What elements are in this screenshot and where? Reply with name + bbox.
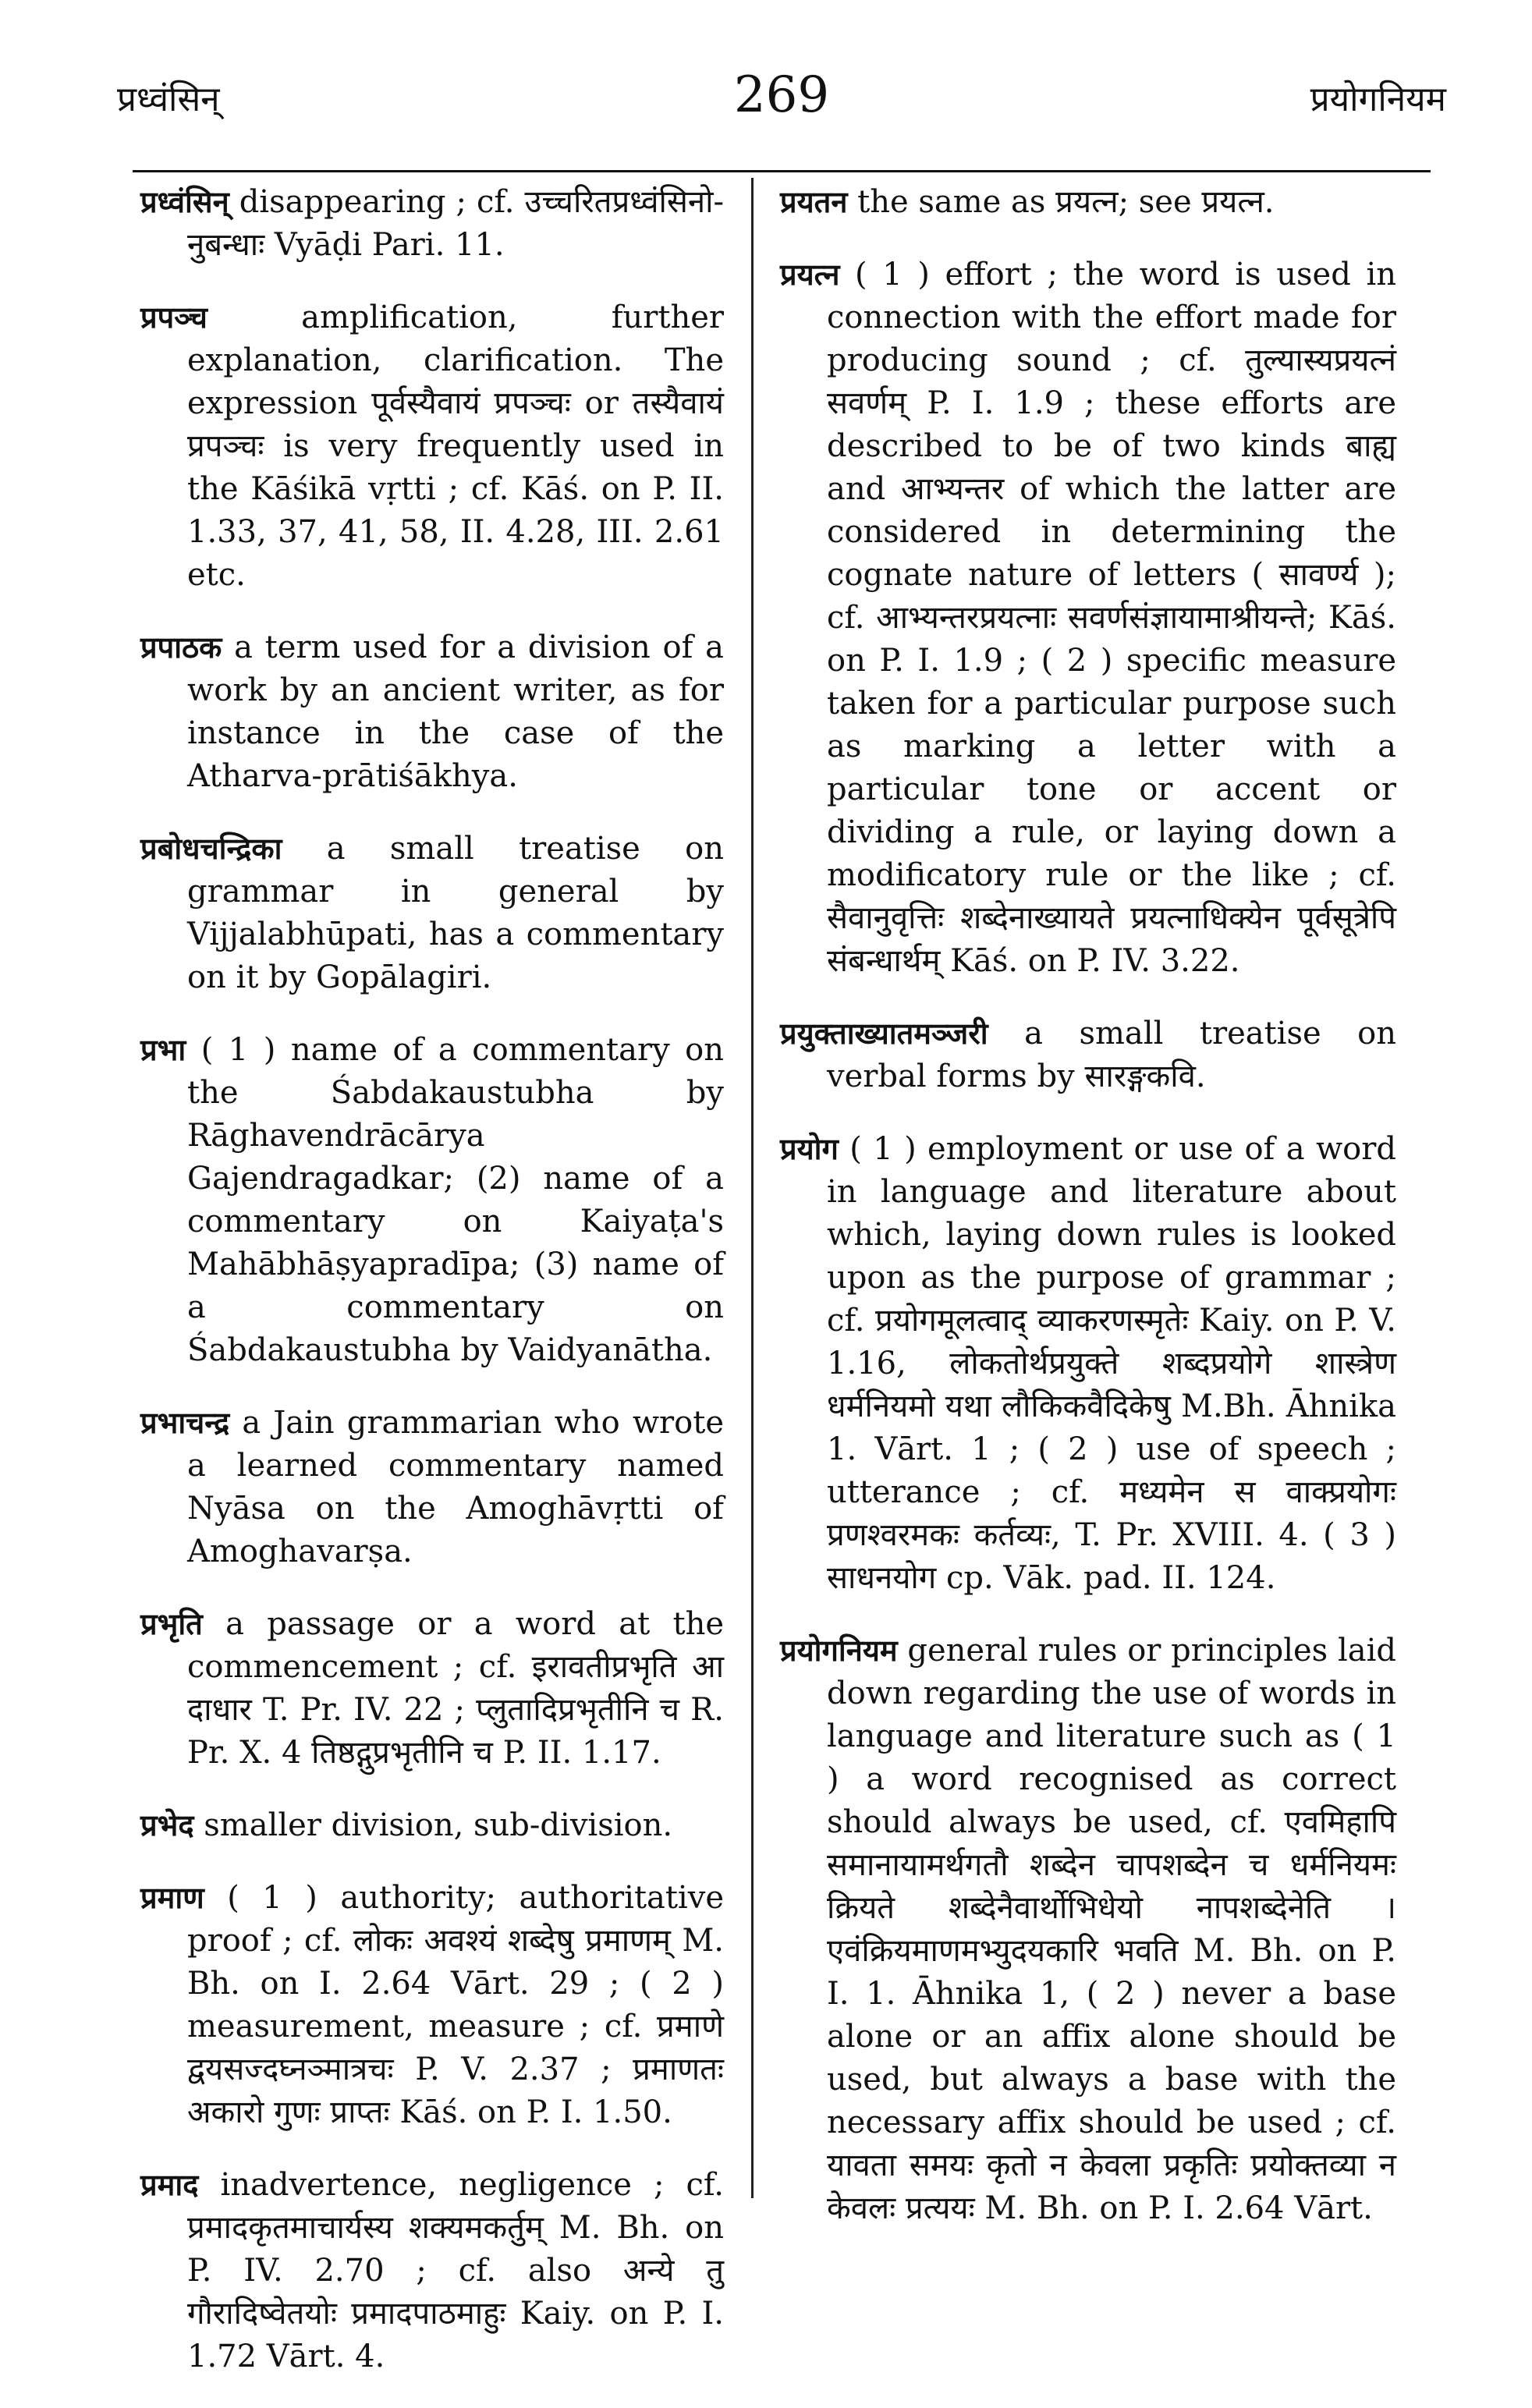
right-column xyxy=(780,181,1396,2260)
entry-text: disappearing ; cf. उच्चरितप्रध्वंसिनो-नुबन्धाः Vyāḍi Pari. 11. xyxy=(187,184,724,263)
left-column xyxy=(140,181,724,2408)
entry-headword: प्रध्वंसिन् xyxy=(140,185,229,219)
entry-headword: प्रयत्न xyxy=(780,257,840,292)
entry-headword: प्रबोधचन्द्रिका xyxy=(140,832,282,866)
dictionary-entry xyxy=(140,1603,724,1775)
entry-text: a small treatise on grammar in general by Vijjalabhūpati, has a commentary on it by Gopālagiri. xyxy=(187,831,724,995)
header-right-word: प्रयोगनियम xyxy=(1310,80,1446,119)
entry-text: ( 1 ) name of a commentary on the Śabdakaustubha by Rāghavendrācārya Gajendragadkar; (2) name of a commentary on Kaiyaṭa's Mahābhāṣyapradīpa; (3) name of a commentary on Śabdakaustubha by Vaidyanātha. xyxy=(187,1032,724,1368)
page-header xyxy=(117,66,1446,152)
entry-headword: प्रपञ्च xyxy=(140,300,207,335)
entry-headword: प्रयतन xyxy=(780,185,848,219)
entry-text: a passage or a word at the commencement ; cf. इरावतीप्रभृति आ दाधार T. Pr. IV. 22 ; प्लुतादिप्रभृतीनि च R. Pr. X. 4 तिष्ठद्गुप्रभृतीनि च P. II. 1.17. xyxy=(187,1606,725,1771)
dictionary-entry xyxy=(780,254,1396,983)
dictionary-entry xyxy=(140,1029,724,1372)
entry-headword: प्रयुक्ताख्यातमञ्जरी xyxy=(780,1016,988,1051)
dictionary-entry xyxy=(140,1402,724,1573)
entry-headword: प्रभाचन्द्र xyxy=(140,1406,230,1440)
entry-text: ( 1 ) effort ; the word is used in connection with the effort made for producing sound ; cf. तुल्यास्यप्रयत्नं सवर्णम् P. I. 1.9 ; these efforts are described to be of two kinds बाह्य and आभ्यन्तर of which the latter are considered in determining the cognate nature of letters ( सावर्ण्य ); cf. आभ्यन्तरप्रयत्नाः सवर्णसंज्ञायामाश्रीयन्ते; Kāś. on P. I. 1.9 ; ( 2 ) specific measure taken for a particular purpose such as marking a letter with a particular tone or accent or dividing a rule, or laying down a modificatory rule or the like ; cf. सैवानुवृत्तिः शब्देनाख्यायते प्रयत्नाधिक्येन पूर्वसूत्रेपि संबन्धार्थम् Kāś. on P. IV. 3.22. xyxy=(827,257,1396,979)
entry-headword: प्रभेद xyxy=(140,1808,194,1842)
dictionary-entry xyxy=(780,181,1396,224)
entry-text: ( 1 ) employment or use of a word in language and literature about which, laying down rules is looked upon as the purpose of grammar ; cf. प्रयोगमूलत्वाद् व्याकरणस्मृतेः Kaiy. on P. V. 1.16, लोकतोर्थप्रयुक्ते शब्दप्रयोगे शास्त्रेण धर्मनियमो यथा लौकिकवैदिकेषु M.Bh. Āhnika 1. Vārt. 1 ; ( 2 ) use of speech ; utterance ; cf. मध्यमेन स वाक्प्रयोगः प्रणश्वरमकः कर्तव्यः, T. Pr. XVIII. 4. ( 3 ) साधनयोग cp. Vāk. pad. II. 124. xyxy=(827,1131,1396,1596)
entry-text: ( 1 ) authority; authoritative proof ; cf. लोकः अवश्यं शब्देषु प्रमाणम् M. Bh. on I. 2.64 Vārt. 29 ; ( 2 ) measurement, measure ; cf. प्रमाणे द्वयसज्दघ्नञ्मात्रचः P. V. 2.37 ; प्रमाणतः अकारो गुणः प्राप्तः Kāś. on P. I. 1.50. xyxy=(187,1880,724,2130)
entry-text: the same as प्रयत्न; see प्रयत्न. xyxy=(857,184,1275,220)
entry-text: smaller division, sub-division. xyxy=(204,1807,673,1843)
entry-headword: प्रमाद xyxy=(140,2168,199,2202)
dictionary-entry xyxy=(780,1128,1396,1600)
entry-text: a Jain grammarian who wrote a learned commentary named Nyāsa on the Amoghāvṛtti of Amoghavarṣa. xyxy=(187,1405,725,1569)
dictionary-entry xyxy=(140,1877,724,2134)
entry-text: a term used for a division of a work by an ancient writer, as for instance in the case of the Atharva-prātiśākhya. xyxy=(187,629,724,794)
entry-headword: प्रयोगनियम xyxy=(780,1633,898,1668)
entry-text: amplification, further explanation, clarification. The expression पूर्वस्यैवायं प्रपञ्चः or तस्यैवायं प्रपञ्चः is very frequently used in the Kāśikā vṛtti ; cf. Kāś. on P. II. 1.33, 37, 41, 58, II. 4.28, III. 2.61 etc. xyxy=(187,300,725,593)
entry-headword: प्रमाण xyxy=(140,1881,204,1915)
dictionary-entry xyxy=(140,2164,724,2378)
dictionary-entry xyxy=(140,181,724,267)
column-divider xyxy=(751,178,754,2198)
entry-headword: प्रपाठक xyxy=(140,630,222,665)
entry-text: a small treatise on verbal forms by सारङ्गकवि. xyxy=(827,1016,1396,1094)
page-number: 269 xyxy=(733,66,830,124)
entry-text: inadvertence, negligence ; cf. प्रमादकृतमाचार्यस्य शक्यमकर्तुम् M. Bh. on P. IV. 2.70 ; cf. also अन्ये तु गौरादिष्वेतयोः प्रमादपाठमाहुः Kaiy. on P. I. 1.72 Vārt. 4. xyxy=(187,2167,724,2374)
dictionary-entry xyxy=(140,1804,724,1847)
entry-headword: प्रभा xyxy=(140,1033,186,1067)
header-rule xyxy=(133,170,1431,172)
entry-headword: प्रयोग xyxy=(780,1132,839,1166)
entry-text: general rules or principles laid down regarding the use of words in language and literature such as ( 1 ) a word recognised as correct should always be used, cf. एवमिहापि समानायामर्थगतौ शब्देन चापशब्देन च धर्मनियमः क्रियते शब्देनैवार्थोभिधेयो नापशब्देनेति । एवंक्रियमाणमभ्युदयकारि भवति M. Bh. on P. I. 1. Āhnika 1, ( 2 ) never a base alone or an affix alone should be used, but always a base with the necessary affix should be used ; cf. यावता समयः कृतो न केवला प्रकृतिः प्रयोक्तव्या न केवलः प्रत्ययः M. Bh. on P. I. 2.64 Vārt. xyxy=(827,1633,1396,2226)
dictionary-entry xyxy=(780,1630,1396,2230)
dictionary-entry xyxy=(780,1012,1396,1098)
dictionary-entry xyxy=(140,828,724,999)
dictionary-entry xyxy=(140,626,724,798)
dictionary-entry xyxy=(140,296,724,597)
header-left-word: प्रध्वंसिन् xyxy=(117,80,220,119)
entry-headword: प्रभृति xyxy=(140,1607,203,1641)
